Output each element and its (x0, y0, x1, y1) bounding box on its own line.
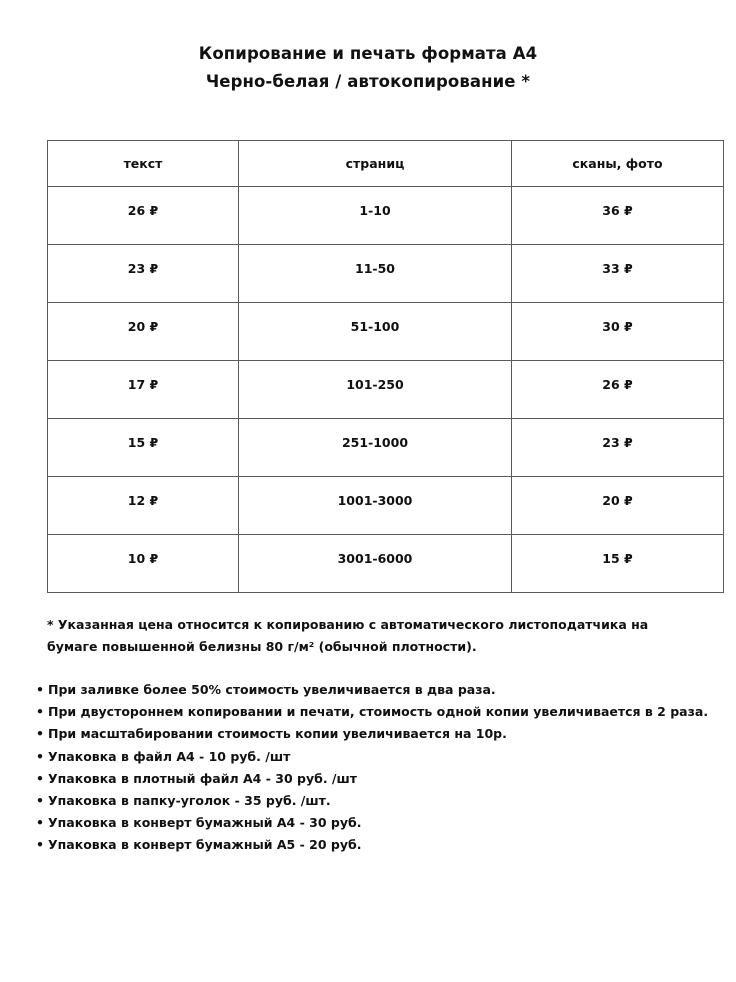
price-text-cell: 15 ₽ (48, 419, 239, 477)
column-header-scans-photos: сканы, фото (512, 141, 724, 187)
list-item (36, 746, 708, 768)
price-text-cell: 26 ₽ (48, 187, 239, 245)
price-scan-cell: 33 ₽ (512, 245, 724, 303)
price-text-cell: 12 ₽ (48, 477, 239, 535)
table-header-row (48, 141, 724, 187)
footnote-line: * Указанная цена относится к копированию с автоматического листоподатчика на (47, 617, 649, 632)
table-row (48, 477, 724, 535)
bullet-icon: • (36, 770, 44, 786)
price-text-cell: 23 ₽ (48, 245, 239, 303)
rule-text: Упаковка в плотный файл А4 - 30 руб. /шт (48, 770, 358, 786)
table-row (48, 303, 724, 361)
pricing-rules-list (36, 679, 708, 857)
page-range-cell: 1001-3000 (239, 477, 512, 535)
page-range-cell: 3001-6000 (239, 535, 512, 593)
rule-text: Упаковка в папку-уголок - 35 руб. /шт. (48, 793, 331, 809)
table-row (48, 535, 724, 593)
list-item (36, 701, 708, 723)
rule-text: Упаковка в конверт бумажный А5 - 20 руб. (48, 837, 362, 853)
price-table (47, 140, 724, 593)
column-header-pages: страниц (239, 141, 512, 187)
price-scan-cell: 30 ₽ (512, 303, 724, 361)
price-scan-cell: 23 ₽ (512, 419, 724, 477)
bullet-icon: • (36, 704, 44, 720)
bullet-icon: • (36, 837, 44, 853)
rule-text: При заливке более 50% стоимость увеличивается в два раза. (48, 682, 496, 697)
table-row (48, 245, 724, 303)
price-scan-cell: 26 ₽ (512, 361, 724, 419)
price-scan-cell: 15 ₽ (512, 535, 724, 593)
rule-text: При масштабировании стоимость копии увеличивается на 10р. (48, 726, 507, 742)
list-item (36, 723, 708, 745)
bullet-icon: • (36, 748, 44, 764)
page-range-cell: 11-50 (239, 245, 512, 303)
page-title: Копирование и печать формата А4 (198, 44, 538, 63)
price-text-cell: 20 ₽ (48, 303, 239, 361)
rule-text: Упаковка в конверт бумажный А4 - 30 руб. (48, 815, 362, 831)
bullet-icon: • (36, 726, 44, 742)
bullet-icon: • (36, 682, 44, 697)
page-range-cell: 101-250 (239, 361, 512, 419)
column-header-text: текст (48, 141, 239, 187)
bullet-icon: • (36, 815, 44, 831)
page-range-cell: 1-10 (239, 187, 512, 245)
bullet-icon: • (36, 793, 44, 809)
footnote (47, 614, 727, 658)
list-item (36, 812, 708, 834)
price-text-cell: 10 ₽ (48, 535, 239, 593)
rule-text: При двустороннем копировании и печати, стоимость одной копии увеличивается в 2 раза. (48, 704, 709, 720)
price-text-cell: 17 ₽ (48, 361, 239, 419)
price-scan-cell: 20 ₽ (512, 477, 724, 535)
list-item (36, 768, 708, 790)
table-row (48, 187, 724, 245)
page-subtitle: Черно-белая / автокопирование * (205, 72, 531, 91)
page-range-cell: 251-1000 (239, 419, 512, 477)
page-range-cell: 51-100 (239, 303, 512, 361)
table-row (48, 361, 724, 419)
list-item (36, 790, 708, 812)
footnote-line: бумаге повышенной белизны 80 г/м² (обычной плотности). (47, 639, 477, 654)
list-item (36, 679, 708, 701)
table-row (48, 419, 724, 477)
list-item (36, 834, 708, 856)
rule-text: Упаковка в файл А4 - 10 руб. /шт (48, 748, 291, 764)
price-scan-cell: 36 ₽ (512, 187, 724, 245)
